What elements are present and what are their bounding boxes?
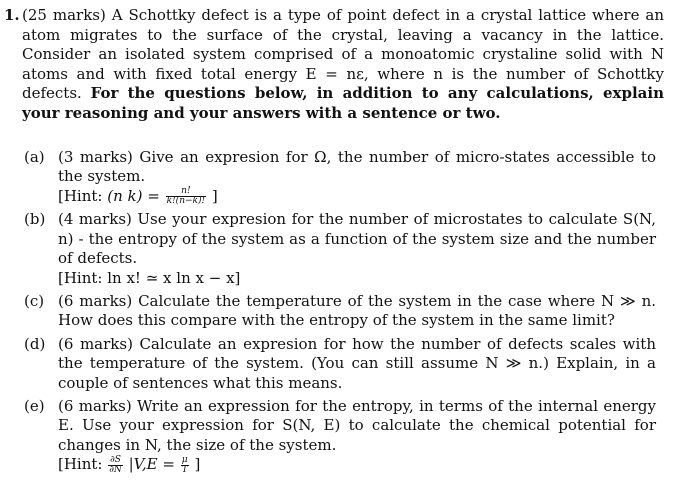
fraction-numerator: μ bbox=[181, 454, 188, 465]
part-e bbox=[24, 397, 656, 475]
problem-instruction: For the questions below, in addition to any calculations, explain your reasoning and your answers with a sentence or two. bbox=[22, 84, 664, 122]
part-label: (c) bbox=[24, 291, 45, 310]
fraction-denominator: T bbox=[181, 464, 188, 475]
hint-ratio bbox=[181, 456, 189, 475]
question-parts bbox=[24, 148, 656, 479]
problem-intro: (25 marks) A Schottky defect is a type of point defect in a crystal lattice where an atom migrates to the surface of the crystal, leaving a vacancy in the lattice. Consider an isolated system comprised of a monoatomic crystaline solid with N atoms and with fixed total energy E = nε, where n is the number of Schottky defects. bbox=[22, 6, 664, 103]
fraction-denominator: ∂N bbox=[109, 464, 122, 475]
hint-suffix: ] bbox=[211, 186, 218, 205]
part-d bbox=[24, 335, 656, 393]
problem-number: 1. bbox=[4, 6, 20, 24]
fraction-numerator: n! bbox=[166, 187, 207, 197]
hint-suffix: ] bbox=[194, 455, 201, 474]
part-hint: [Hint: ln x! ≃ x ln x − x] bbox=[58, 268, 241, 287]
part-text: (3 marks) Give an expresion for Ω, the number of micro-states accessible to the system. bbox=[58, 148, 656, 186]
part-label: (a) bbox=[24, 148, 45, 166]
hint-partial-derivative bbox=[108, 456, 123, 475]
part-text: (6 marks) Calculate the temperature of the system in the case where N ≫ n. How does this compare with the entropy of the system in the same limit? bbox=[58, 291, 656, 330]
hint-prefix: [Hint: bbox=[58, 186, 103, 205]
hint-fraction bbox=[166, 187, 207, 206]
hint-binomial: (n k) = bbox=[107, 186, 160, 205]
fraction-denominator: k!(n−k)! bbox=[166, 196, 206, 207]
fraction-numerator: ∂S bbox=[110, 454, 121, 465]
hint-prefix: [Hint: bbox=[58, 455, 103, 474]
part-hint bbox=[58, 455, 656, 475]
hint-evaluation: |V,E = bbox=[128, 455, 175, 474]
part-text: (6 marks) Write an expression for the entropy, in terms of the internal energy E. Use your expression for S(N, E) to calculate the chemical potential for changes in N, the size of the system. bbox=[58, 396, 656, 454]
part-text: (6 marks) Calculate an expresion for how the number of defects scales with the temperature of the system. (You can still assume N ≫ n.) Explain, in a couple of sentences what this means. bbox=[58, 334, 656, 392]
problem-body bbox=[4, 6, 664, 124]
part-label: (d) bbox=[24, 334, 46, 353]
problem-statement bbox=[4, 6, 664, 124]
part-c bbox=[24, 292, 656, 331]
part-hint bbox=[58, 187, 656, 207]
part-text: (4 marks) Use your expresion for the number of microstates to calculate S(N, n) - the entropy of the system as a function of the system size and the number of defects. bbox=[58, 210, 656, 268]
part-b bbox=[24, 210, 656, 288]
part-a bbox=[24, 148, 656, 206]
part-label: (b) bbox=[24, 210, 46, 229]
part-label: (e) bbox=[24, 396, 45, 415]
